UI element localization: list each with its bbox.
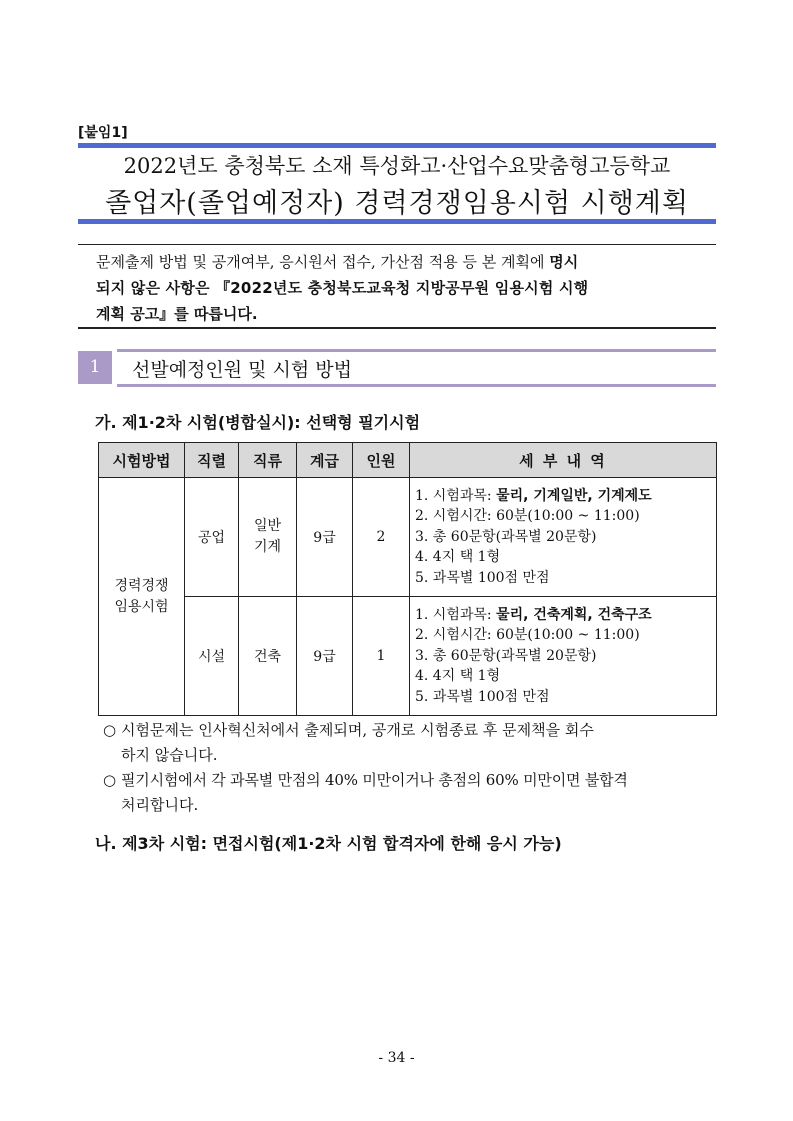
header-series: 직렬 xyxy=(185,443,239,478)
bullet-mark: ○ xyxy=(103,771,117,789)
subsection-b-heading: 나. 제3차 시험: 면접시험(제1·2차 시험 합격자에 한해 응시 가능) xyxy=(95,834,562,853)
section-number-badge: 1 xyxy=(78,351,112,384)
section-title: 선발예정인원 및 시험 방법 xyxy=(132,359,353,381)
detail-questions: 3. 총 60문항(과목별 20문항) xyxy=(415,647,597,664)
header-details: 세 부 내 역 xyxy=(410,443,717,478)
detail-subjects-prefix: 1. 시험과목: xyxy=(415,487,497,504)
cell-method xyxy=(99,478,185,716)
cell-details xyxy=(410,478,717,597)
notice-box xyxy=(78,244,716,329)
bullet-mark: ○ xyxy=(103,721,117,739)
document-title-line2: 졸업자(졸업예정자) 경력경쟁임용시험 시행계획 xyxy=(105,188,689,219)
section-bar-bottom xyxy=(117,384,716,387)
table-row xyxy=(99,478,717,597)
header-grade: 계급 xyxy=(297,443,353,478)
method-line-2: 임용시험 xyxy=(114,598,169,615)
bullet-item-2 xyxy=(103,768,723,818)
title-bar-bottom xyxy=(78,219,716,224)
notice-line-1-bold: 명시 xyxy=(549,253,579,271)
bullet-1-line-1: 시험문제는 인사혁신처에서 출제되며, 공개로 시험종료 후 문제책을 회수 xyxy=(121,721,594,739)
cell-count: 2 xyxy=(353,478,410,597)
detail-subjects-value: 물리, 건축계획, 건축구조 xyxy=(496,606,652,623)
subsection-a-heading: 가. 제1·2차 시험(병합실시): 선택형 필기시험 xyxy=(95,413,421,432)
table-header-row xyxy=(99,443,717,478)
bullet-1-line-2: 하지 않습니다. xyxy=(121,746,218,764)
detail-subjects-value: 물리, 기계일반, 기계제도 xyxy=(496,487,652,504)
detail-subjects-prefix: 1. 시험과목: xyxy=(415,606,497,623)
detail-time: 2. 시험시간: 60분(10:00 ~ 11:00) xyxy=(415,627,640,644)
cell-grade: 9급 xyxy=(297,478,353,597)
detail-score: 5. 과목별 100점 만점 xyxy=(415,688,550,705)
header-method: 시험방법 xyxy=(99,443,185,478)
detail-questions: 3. 총 60문항(과목별 20문항) xyxy=(415,528,597,545)
cell-details xyxy=(410,597,717,716)
detail-subjects xyxy=(415,486,716,507)
cell-count: 1 xyxy=(353,597,410,716)
title-bar-top xyxy=(78,143,716,148)
section-bar-top xyxy=(117,349,716,352)
exam-table xyxy=(98,442,717,716)
notice-line-1-normal: 문제출제 방법 및 공개여부, 응시원서 접수, 가산점 적용 등 본 계획에 xyxy=(96,253,550,271)
bullet-item-1 xyxy=(103,718,723,768)
notice-line-2: 되지 않은 사항은 『2022년도 충청북도교육청 지방공무원 임용시험 시행 xyxy=(96,279,589,297)
cell-grade: 9급 xyxy=(297,597,353,716)
page-number: - 34 - xyxy=(378,1050,415,1066)
cell-series: 시설 xyxy=(185,597,239,716)
detail-choice: 4. 4지 택 1형 xyxy=(415,549,501,566)
attachment-label: [붙임1] xyxy=(78,125,128,141)
notice-line-1 xyxy=(96,251,716,272)
header-class: 직류 xyxy=(239,443,297,478)
cell-class: 건축 xyxy=(239,597,297,716)
bullet-2-line-1: 필기시험에서 각 과목별 만점의 40% 미만이거나 총점의 60% 미만이면 불합격 xyxy=(121,771,628,789)
notice-line-3: 계획 공고』를 따릅니다. xyxy=(96,305,258,323)
detail-choice: 4. 4지 택 1형 xyxy=(415,668,501,685)
class-line-2: 기계 xyxy=(253,539,282,555)
method-line-1: 경력경쟁 xyxy=(114,577,169,594)
cell-series: 공업 xyxy=(185,478,239,597)
bullet-2-line-2: 처리합니다. xyxy=(121,796,199,814)
document-title-line1: 2022년도 충청북도 소재 특성화고·산업수요맞춤형고등학교 xyxy=(123,154,671,178)
class-line-1: 일반 xyxy=(253,518,282,534)
detail-score: 5. 과목별 100점 만점 xyxy=(415,569,550,586)
table-row xyxy=(99,597,717,716)
cell-class xyxy=(239,478,297,597)
detail-time: 2. 시험시간: 60분(10:00 ~ 11:00) xyxy=(415,508,640,525)
header-count: 인원 xyxy=(353,443,410,478)
detail-subjects xyxy=(415,605,716,626)
